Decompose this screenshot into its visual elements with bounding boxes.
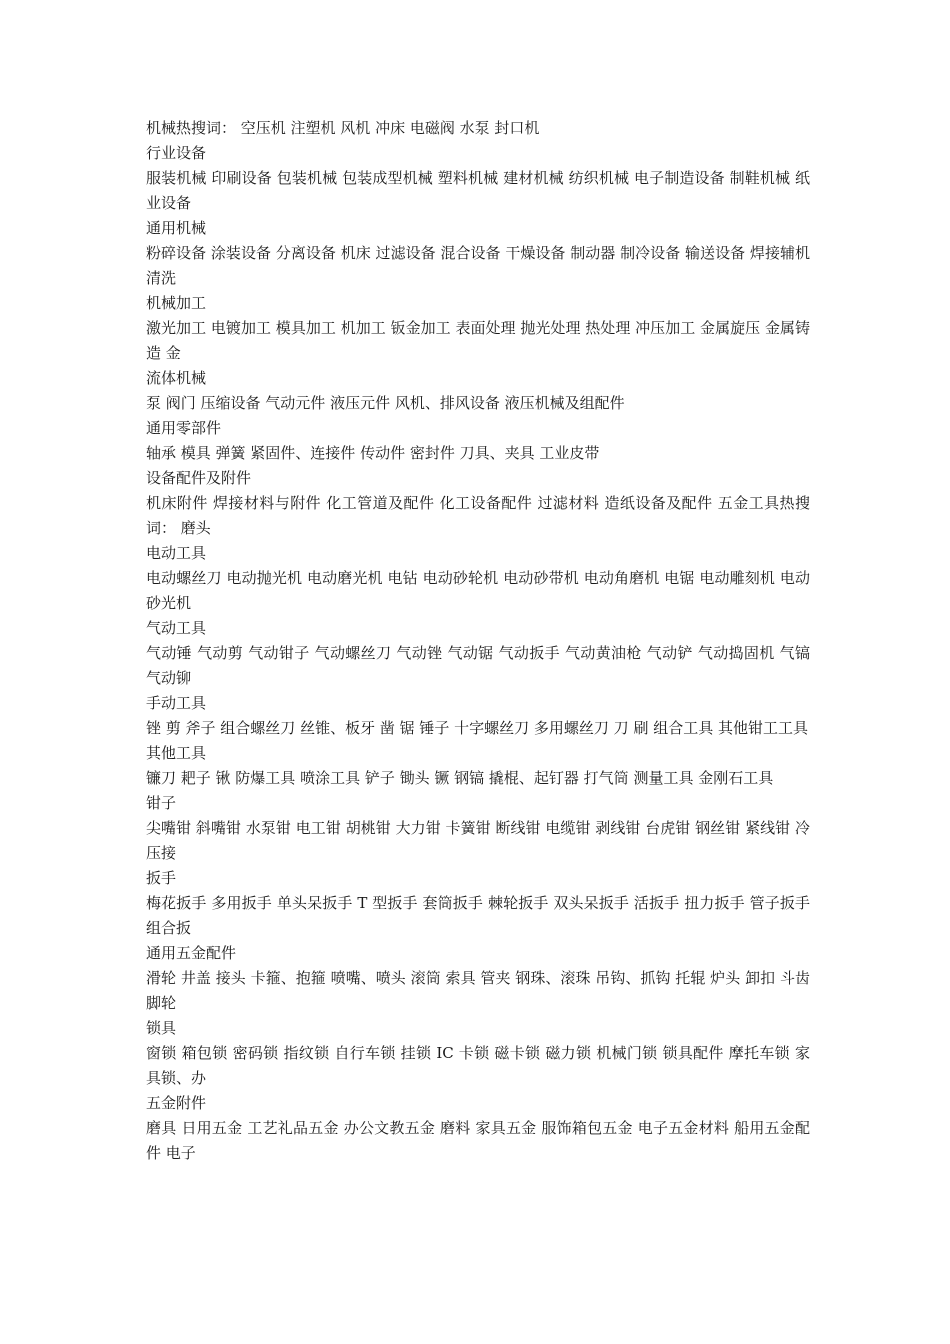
section-items-machining: 激光加工 电镀加工 模具加工 机加工 钣金加工 表面处理 抛光处理 热处理 冲压加工 金属旋压 金属铸造 金 [146, 319, 810, 362]
section-items-wrenches: 梅花扳手 多用扳手 单头呆扳手 T 型扳手 套筒扳手 棘轮扳手 双头呆扳手 活扳手 扭力扳手 管子扳手 组合扳 [146, 894, 810, 937]
section-items-fluid-machinery: 泵 阀门 压缩设备 气动元件 液压元件 风机、排风设备 液压机械及组配件 [146, 394, 625, 412]
section-items-equipment-accessories: 机床附件 焊接材料与附件 化工管道及配件 化工设备配件 过滤材料 造纸设备及配件 五金工具热搜词： 磨头 [146, 494, 810, 537]
section-heading-machining: 机械加工 [146, 294, 207, 312]
section-heading-hardware-accessories: 五金附件 [146, 1094, 207, 1112]
section-items-general-machinery: 粉碎设备 涂装设备 分离设备 机床 过滤设备 混合设备 干燥设备 制动器 制冷设备 输送设备 焊接辅机 清洗 [146, 244, 810, 287]
section-heading-pneumatic-tools: 气动工具 [146, 619, 207, 637]
section-items-industry-equipment: 服装机械 印刷设备 包装机械 包装成型机械 塑料机械 建材机械 纺织机械 电子制造设备 制鞋机械 纸业设备 [146, 169, 810, 212]
section-items-hand-tools: 锉 剪 斧子 组合螺丝刀 丝锥、板牙 凿 锯 锤子 十字螺丝刀 多用螺丝刀 刀 刷 组合工具 其他钳工工具 [146, 719, 808, 737]
section-heading-industry-equipment: 行业设备 [146, 144, 207, 162]
section-items-locks: 窗锁 箱包锁 密码锁 指纹锁 自行车锁 挂锁 IC 卡锁 磁卡锁 磁力锁 机械门锁 锁具配件 摩托车锁 家具锁、办 [146, 1044, 810, 1087]
hot-search-machinery: 机械热搜词： 空压机 注塑机 风机 冲床 电磁阀 水泵 封口机 [146, 119, 540, 137]
section-items-electric-tools: 电动螺丝刀 电动抛光机 电动磨光机 电钻 电动砂轮机 电动砂带机 电动角磨机 电锯 电动雕刻机 电动砂光机 [146, 569, 810, 612]
section-items-pliers: 尖嘴钳 斜嘴钳 水泵钳 电工钳 胡桃钳 大力钳 卡簧钳 断线钳 电缆钳 剥线钳 台虎钳 钢丝钳 紧线钳 冷压接 [146, 819, 810, 862]
section-heading-fluid-machinery: 流体机械 [146, 369, 207, 387]
section-heading-electric-tools: 电动工具 [146, 544, 207, 562]
section-items-pneumatic-tools: 气动锤 气动剪 气动钳子 气动螺丝刀 气动锉 气动锯 气动扳手 气动黄油枪 气动铲 气动捣固机 气镐 气动铆 [146, 644, 810, 687]
section-heading-wrenches: 扳手 [146, 869, 177, 887]
section-items-general-parts: 轴承 模具 弹簧 紧固件、连接件 传动件 密封件 刀具、夹具 工业皮带 [146, 444, 600, 462]
section-heading-general-parts: 通用零部件 [146, 419, 222, 437]
section-heading-pliers: 钳子 [146, 794, 177, 812]
section-heading-hand-tools: 手动工具 [146, 694, 207, 712]
section-heading-general-hardware: 通用五金配件 [146, 944, 237, 962]
section-heading-other-tools: 其他工具 [146, 744, 207, 762]
section-items-other-tools: 镰刀 耙子 锹 防爆工具 喷涂工具 铲子 锄头 镢 钢镐 撬棍、起钉器 打气筒 测量工具 金刚石工具 [146, 769, 774, 787]
section-items-general-hardware: 滑轮 井盖 接头 卡箍、抱箍 喷嘴、喷头 滚筒 索具 管夹 钢珠、滚珠 吊钩、抓钩 托辊 炉头 卸扣 斗齿 脚轮 [146, 969, 810, 1012]
section-heading-locks: 锁具 [146, 1019, 177, 1037]
document-body [146, 116, 810, 1166]
section-items-hardware-accessories: 磨具 日用五金 工艺礼品五金 办公文教五金 磨料 家具五金 服饰箱包五金 电子五金材料 船用五金配件 电子 [146, 1119, 810, 1162]
section-heading-general-machinery: 通用机械 [146, 219, 207, 237]
section-heading-equipment-accessories: 设备配件及附件 [146, 469, 252, 487]
